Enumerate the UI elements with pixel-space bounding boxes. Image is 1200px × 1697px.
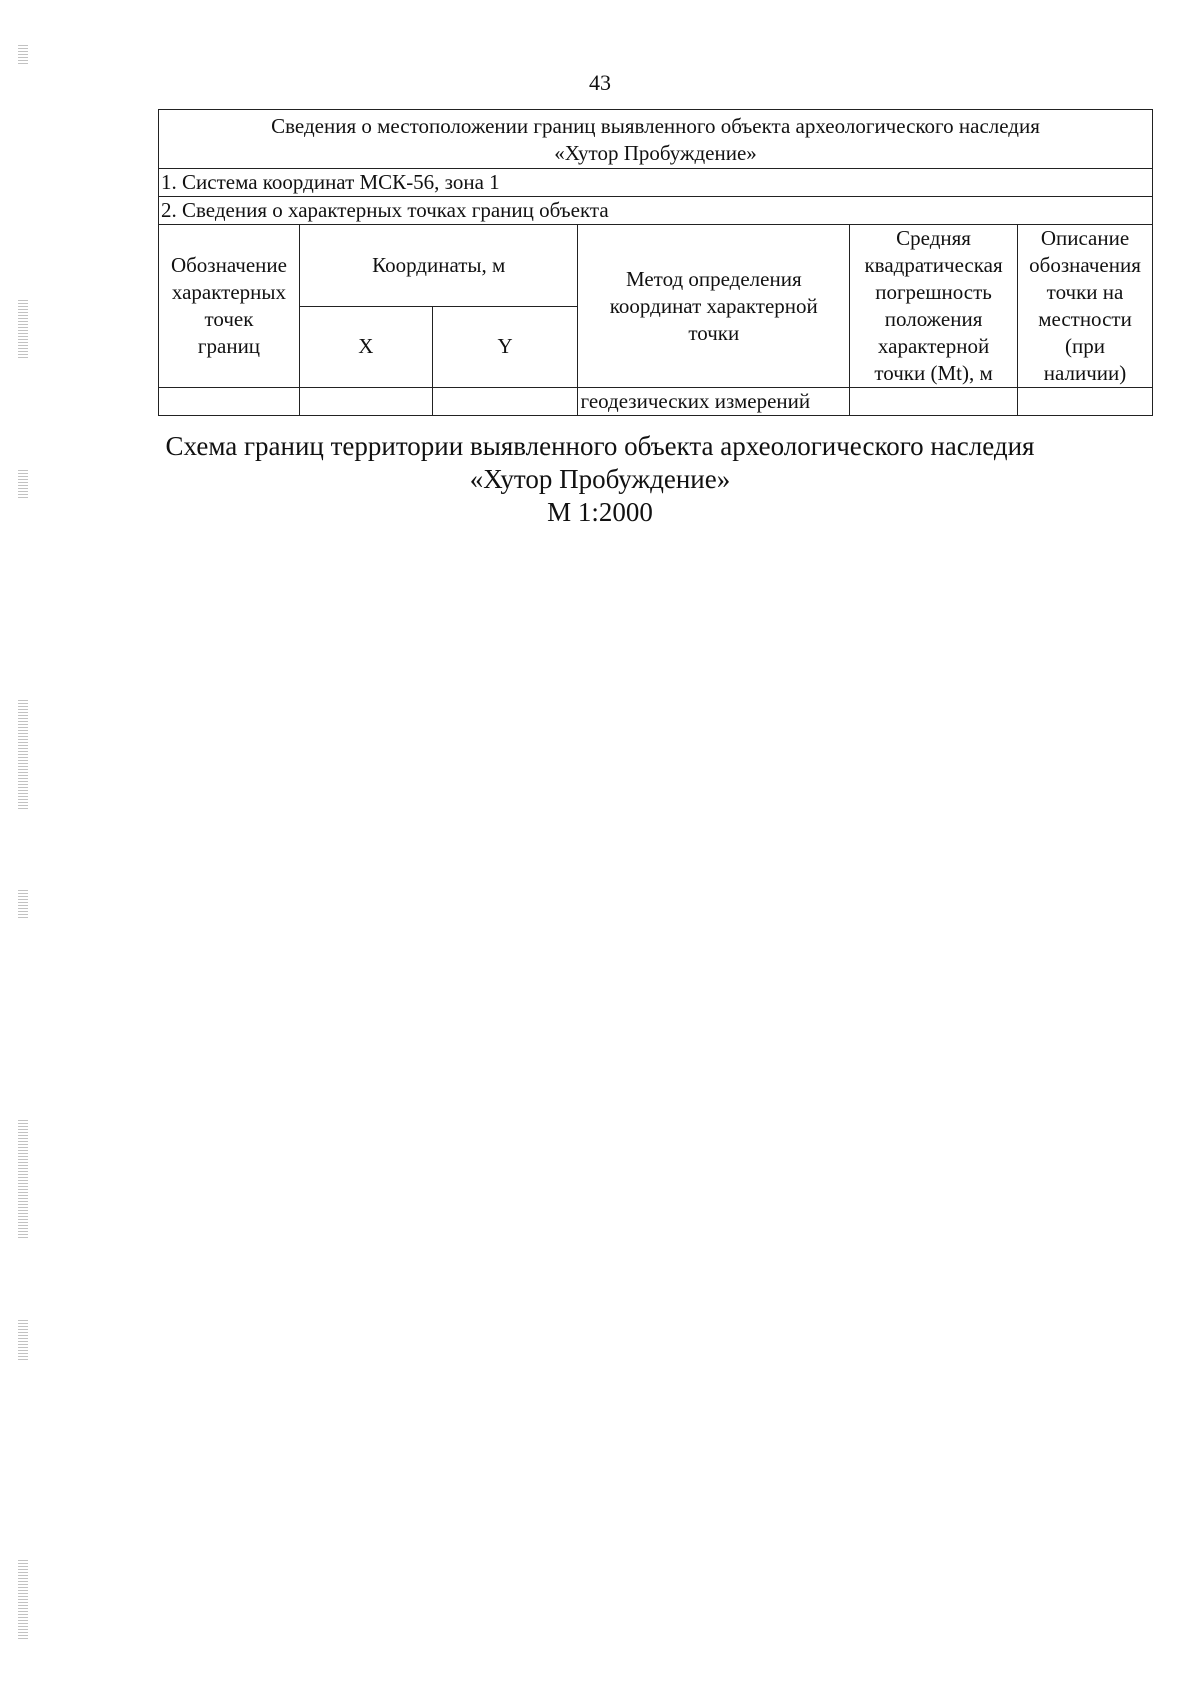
table-title-row <box>159 110 1153 169</box>
table-title-line-2: «Хутор Пробуждение» <box>554 141 757 165</box>
header-y: Y <box>432 306 578 388</box>
table-row <box>159 388 1153 416</box>
cell-method: геодезических измерений <box>578 388 850 416</box>
cell-y <box>432 388 578 416</box>
scheme-title-line-1: Схема границ территории выявленного объекта археологического наследия <box>165 431 1035 461</box>
header-point-description: Описание обозначения точки на местности (при наличии) <box>1018 225 1153 388</box>
coordinate-system-row <box>159 169 1153 197</box>
scheme-title-line-2: «Хутор Пробуждение» <box>469 464 731 494</box>
page-number: 43 <box>589 70 611 95</box>
header-designation: Обозначение характерных точек границ <box>159 225 300 388</box>
points-section-title: 2. Сведения о характерных точках границ объекта <box>159 197 1153 225</box>
header-row-1 <box>159 225 1153 307</box>
boundary-info-table <box>158 109 1153 416</box>
scan-artifact <box>18 1320 28 1360</box>
scheme-scale: М 1:2000 <box>547 497 653 527</box>
table-title-line-1: Сведения о местоположении границ выявленного объекта археологического наследия <box>271 114 1040 138</box>
scan-artifact <box>18 700 28 810</box>
header-method: Метод определения координат характерной точки <box>578 225 850 388</box>
cell-description <box>1018 388 1153 416</box>
header-x: X <box>299 306 432 388</box>
header-coordinates: Координаты, м <box>299 225 578 307</box>
points-section-row <box>159 197 1153 225</box>
header-mean-square-error: Средняя квадратическая погрешность положения характерной точки (Mt), м <box>850 225 1018 388</box>
cell-designation <box>159 388 300 416</box>
scan-artifact <box>18 45 28 65</box>
coordinate-system: 1. Система координат МСК-56, зона 1 <box>159 169 1153 197</box>
cell-error <box>850 388 1018 416</box>
scheme-heading <box>0 430 1200 529</box>
scan-artifact <box>18 1120 28 1240</box>
scan-artifact <box>18 470 28 500</box>
scan-artifact <box>18 1560 28 1640</box>
table-title <box>159 110 1153 169</box>
scan-artifact <box>18 300 28 360</box>
scan-artifact <box>18 890 28 920</box>
cell-x <box>299 388 432 416</box>
